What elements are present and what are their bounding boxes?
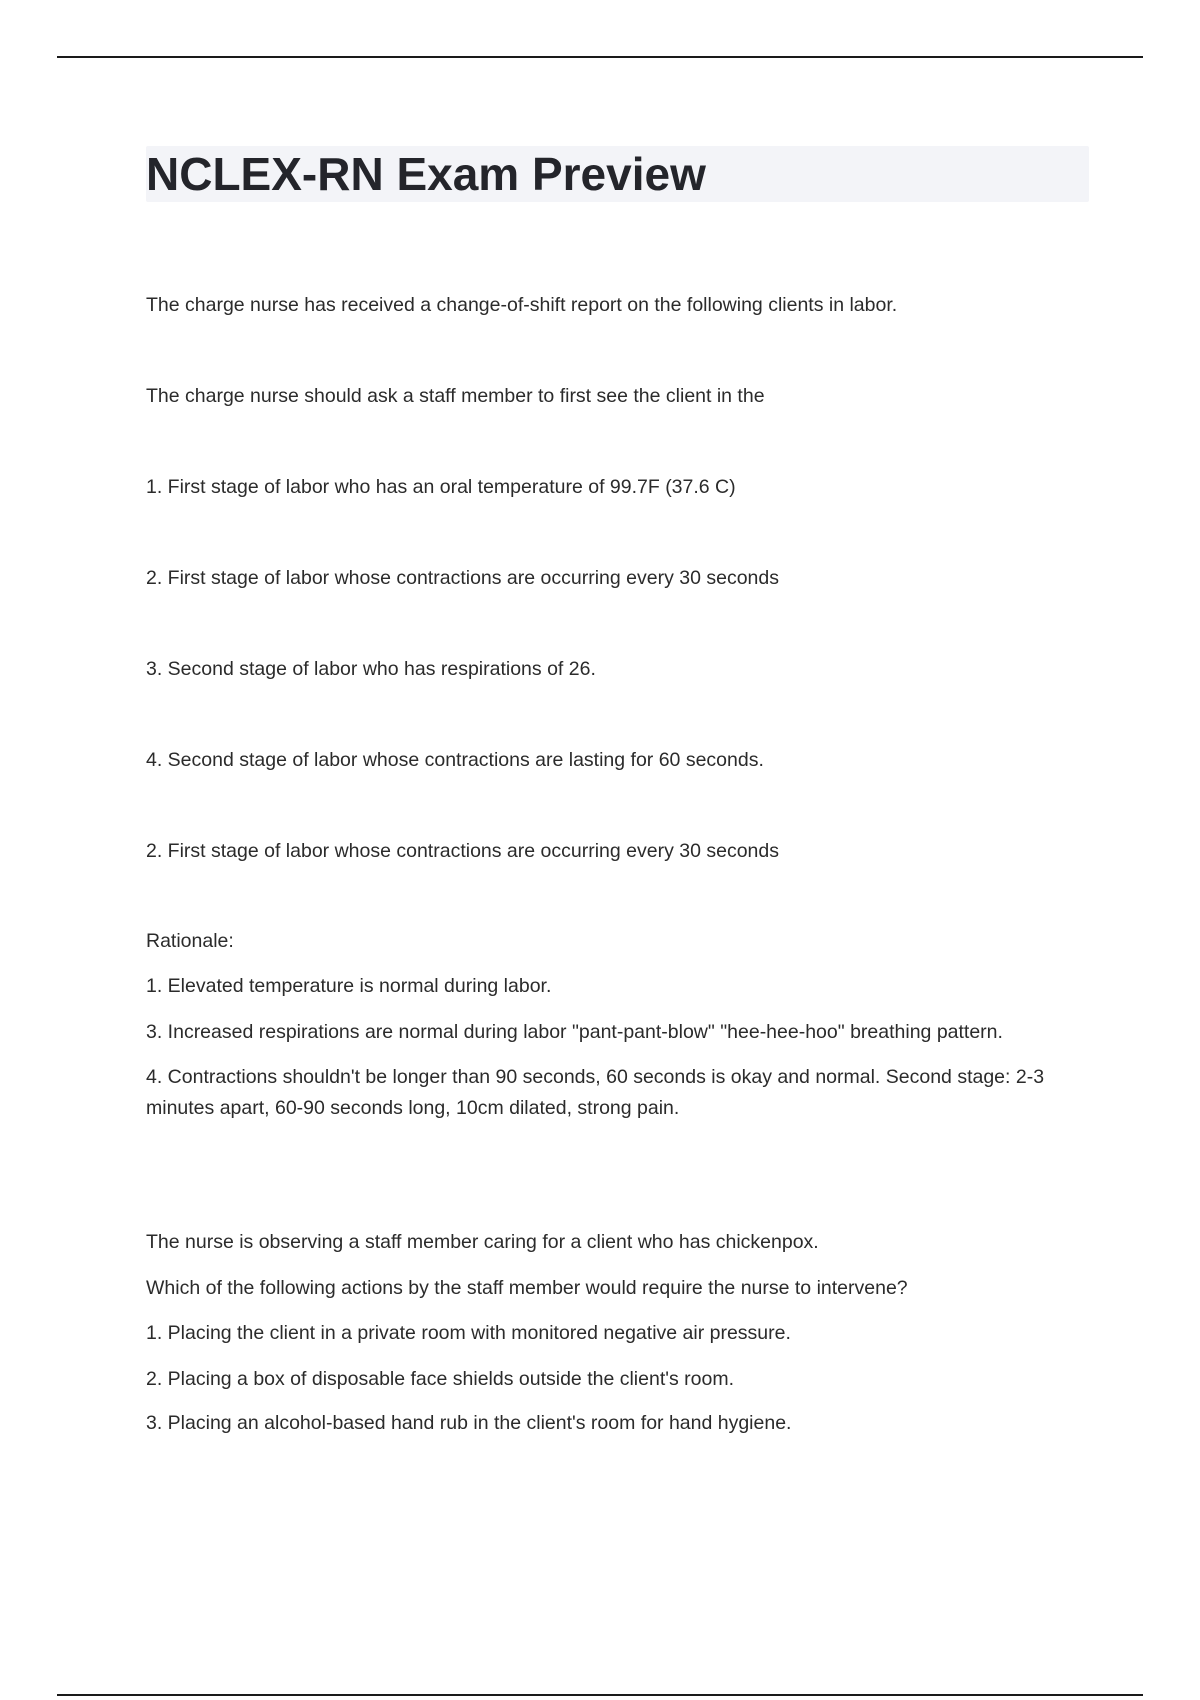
header-divider bbox=[57, 56, 1143, 58]
rationale-label: Rationale: bbox=[146, 930, 234, 952]
question1-option-3: 3. Second stage of labor who has respirations of 26. bbox=[146, 658, 596, 680]
page-title: NCLEX-RN Exam Preview bbox=[146, 148, 706, 200]
question2-option-3: 3. Placing an alcohol-based hand rub in the client's room for hand hygiene. bbox=[146, 1412, 792, 1434]
rationale-item-3: 4. Contractions shouldn't be longer than 90 seconds, 60 seconds is okay and normal. Second stage: 2-3 minutes apart, 60-90 seconds long, 10cm dilated, strong pain. bbox=[146, 1066, 1045, 1119]
question2-option-2: 2. Placing a box of disposable face shields outside the client's room. bbox=[146, 1368, 734, 1390]
question1-option-1: 1. First stage of labor who has an oral temperature of 99.7F (37.6 C) bbox=[146, 476, 736, 498]
question2-option-1: 1. Placing the client in a private room with monitored negative air pressure. bbox=[146, 1322, 791, 1344]
question2-prompt: Which of the following actions by the staff member would require the nurse to intervene? bbox=[146, 1277, 908, 1299]
question2-stem: The nurse is observing a staff member caring for a client who has chickenpox. bbox=[146, 1231, 819, 1253]
question1-prompt: The charge nurse should ask a staff member to first see the client in the bbox=[146, 385, 765, 407]
question1-answer: 2. First stage of labor whose contractions are occurring every 30 seconds bbox=[146, 840, 779, 862]
footer-divider bbox=[57, 1694, 1143, 1696]
rationale-item-2: 3. Increased respirations are normal during labor "pant-pant-blow" "hee-hee-hoo" breathing pattern. bbox=[146, 1021, 1003, 1043]
question1-option-4: 4. Second stage of labor whose contractions are lasting for 60 seconds. bbox=[146, 749, 764, 771]
rationale-item-1: 1. Elevated temperature is normal during labor. bbox=[146, 975, 552, 997]
question1-option-2: 2. First stage of labor whose contractions are occurring every 30 seconds bbox=[146, 567, 779, 589]
question1-stem: The charge nurse has received a change-of-shift report on the following clients in labor. bbox=[146, 294, 898, 316]
